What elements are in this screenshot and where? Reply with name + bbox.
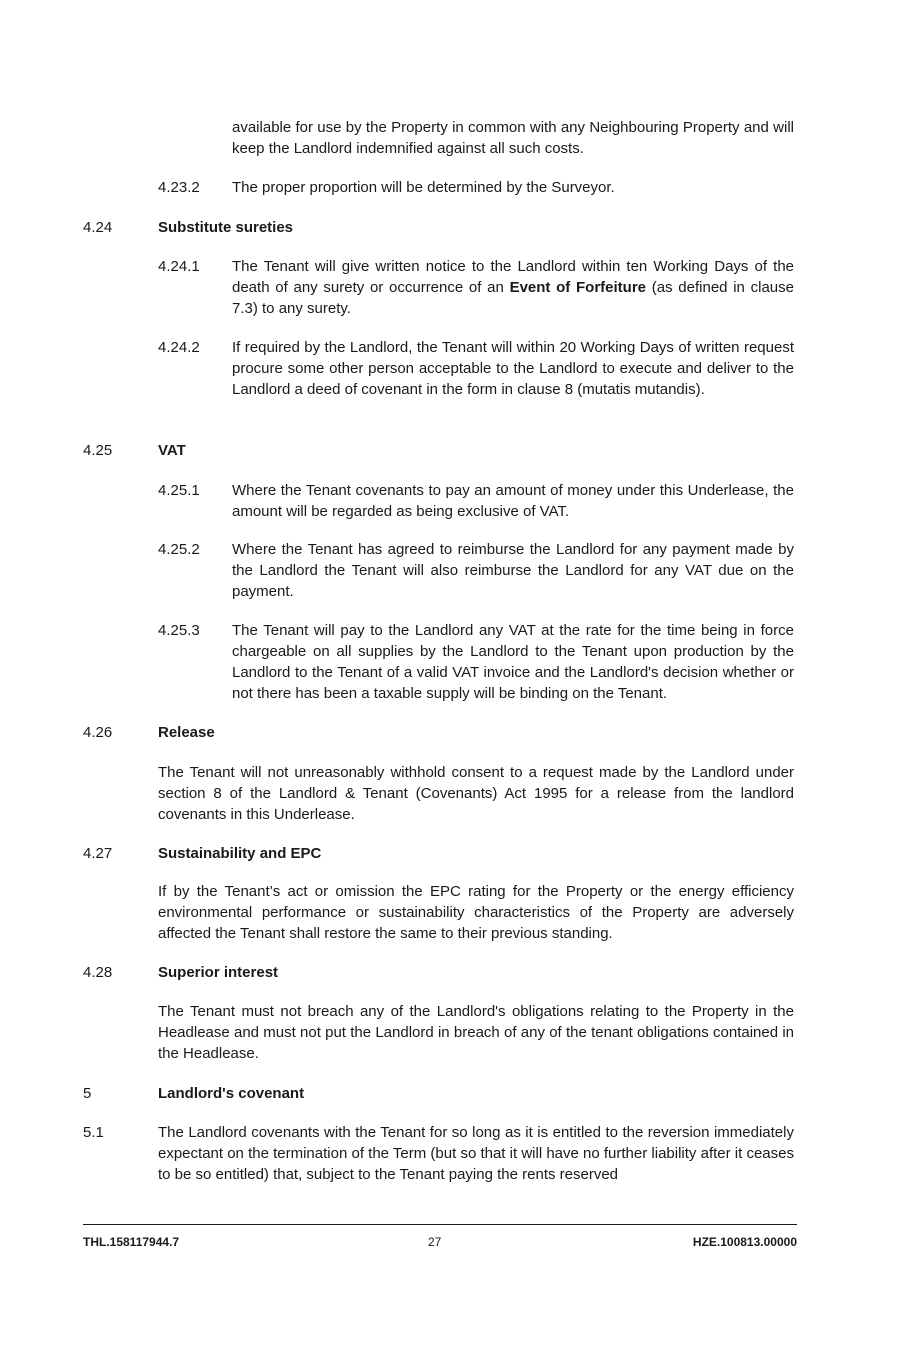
section-heading: Landlord's covenant	[158, 1085, 305, 1102]
section-number: 4.24	[83, 219, 113, 236]
clause-4-23-2-text: The proper proportion will be determined by the Surveyor.	[232, 179, 615, 196]
clause-5-1-text: The Landlord covenants with the Tenant for so long as it is entitled to the reversion immediately expectant on the termination of the Term (but so that it will have no further liability after it ceases to be so entitled) that, subject to the Tenant paying the rents reserved	[158, 1124, 794, 1183]
clause-4-24-1-text: The Tenant will give written notice to the Landlord within ten Working Days of the death of any surety or occurrence of an Event of Forfeiture (as defined in clause 7.3) to any surety.	[232, 258, 794, 317]
footer-divider	[83, 1224, 797, 1225]
section-heading: Superior interest	[158, 964, 279, 981]
clause-number: 4.25.1	[158, 482, 200, 499]
clause-number: 4.25.3	[158, 622, 200, 639]
clause-4-23-1-continuation: available for use by the Property in common with any Neighbouring Property and will keep the Landlord indemnified against all such costs.	[232, 119, 794, 157]
clause-number: 4.23.2	[158, 179, 200, 196]
clause-4-25-2-text: Where the Tenant has agreed to reimburse the Landlord for any payment made by the Landlord the Tenant will also reimburse the Landlord for any VAT due on the payment.	[232, 541, 794, 600]
clause-number: 4.24.1	[158, 258, 200, 275]
section-number: 5	[83, 1085, 92, 1102]
section-4-28-text: The Tenant must not breach any of the Landlord's obligations relating to the Property in the Headlease and must not put the Landlord in breach of any of the tenant obligations contained in the Headlease.	[158, 1003, 794, 1062]
clause-number: 4.24.2	[158, 339, 200, 356]
section-number: 4.25	[83, 442, 113, 459]
clause-number: 5.1	[83, 1124, 104, 1141]
footer-right-reference: HZE.100813.00000	[692, 1235, 797, 1249]
clause-number: 4.25.2	[158, 541, 200, 558]
section-4-26-text: The Tenant will not unreasonably withhold consent to a request made by the Landlord under section 8 of the Landlord & Tenant (Covenants) Act 1995 for a release from the landlord covenants in this Underlease.	[158, 764, 794, 823]
section-heading: VAT	[158, 442, 186, 459]
page-number: 27	[428, 1235, 442, 1249]
section-heading: Substitute sureties	[158, 219, 294, 236]
section-number: 4.26	[83, 724, 113, 741]
footer-left-reference: THL.158117944.7	[83, 1235, 180, 1249]
section-number: 4.27	[83, 845, 113, 862]
clause-4-25-1-text: Where the Tenant covenants to pay an amount of money under this Underlease, the amount will be regarded as being exclusive of VAT.	[232, 482, 794, 520]
section-heading: Sustainability and EPC	[158, 845, 322, 862]
section-heading: Release	[158, 724, 215, 741]
section-4-27-text: If by the Tenant’s act or omission the EPC rating for the Property or the energy efficiency environmental performance or sustainability characteristics of the Property are adversely affected the Tenant shall restore the same to their previous standing.	[158, 883, 794, 942]
clause-4-25-3-text: The Tenant will pay to the Landlord any VAT at the rate for the time being in force chargeable on all supplies by the Landlord to the Tenant upon production by the Landlord to the Tenant of a valid VAT invoice and the Landlord's decision whether or not there has been a taxable supply will be binding on the Tenant.	[232, 622, 794, 702]
section-number: 4.28	[83, 964, 113, 981]
defined-term: Event of Forfeiture	[509, 279, 647, 296]
clause-4-24-2-text: If required by the Landlord, the Tenant will within 20 Working Days of written request procure some other person acceptable to the Landlord to execute and deliver to the Landlord a deed of covenant in the form in clause 8 (mutatis mutandis).	[232, 339, 794, 398]
